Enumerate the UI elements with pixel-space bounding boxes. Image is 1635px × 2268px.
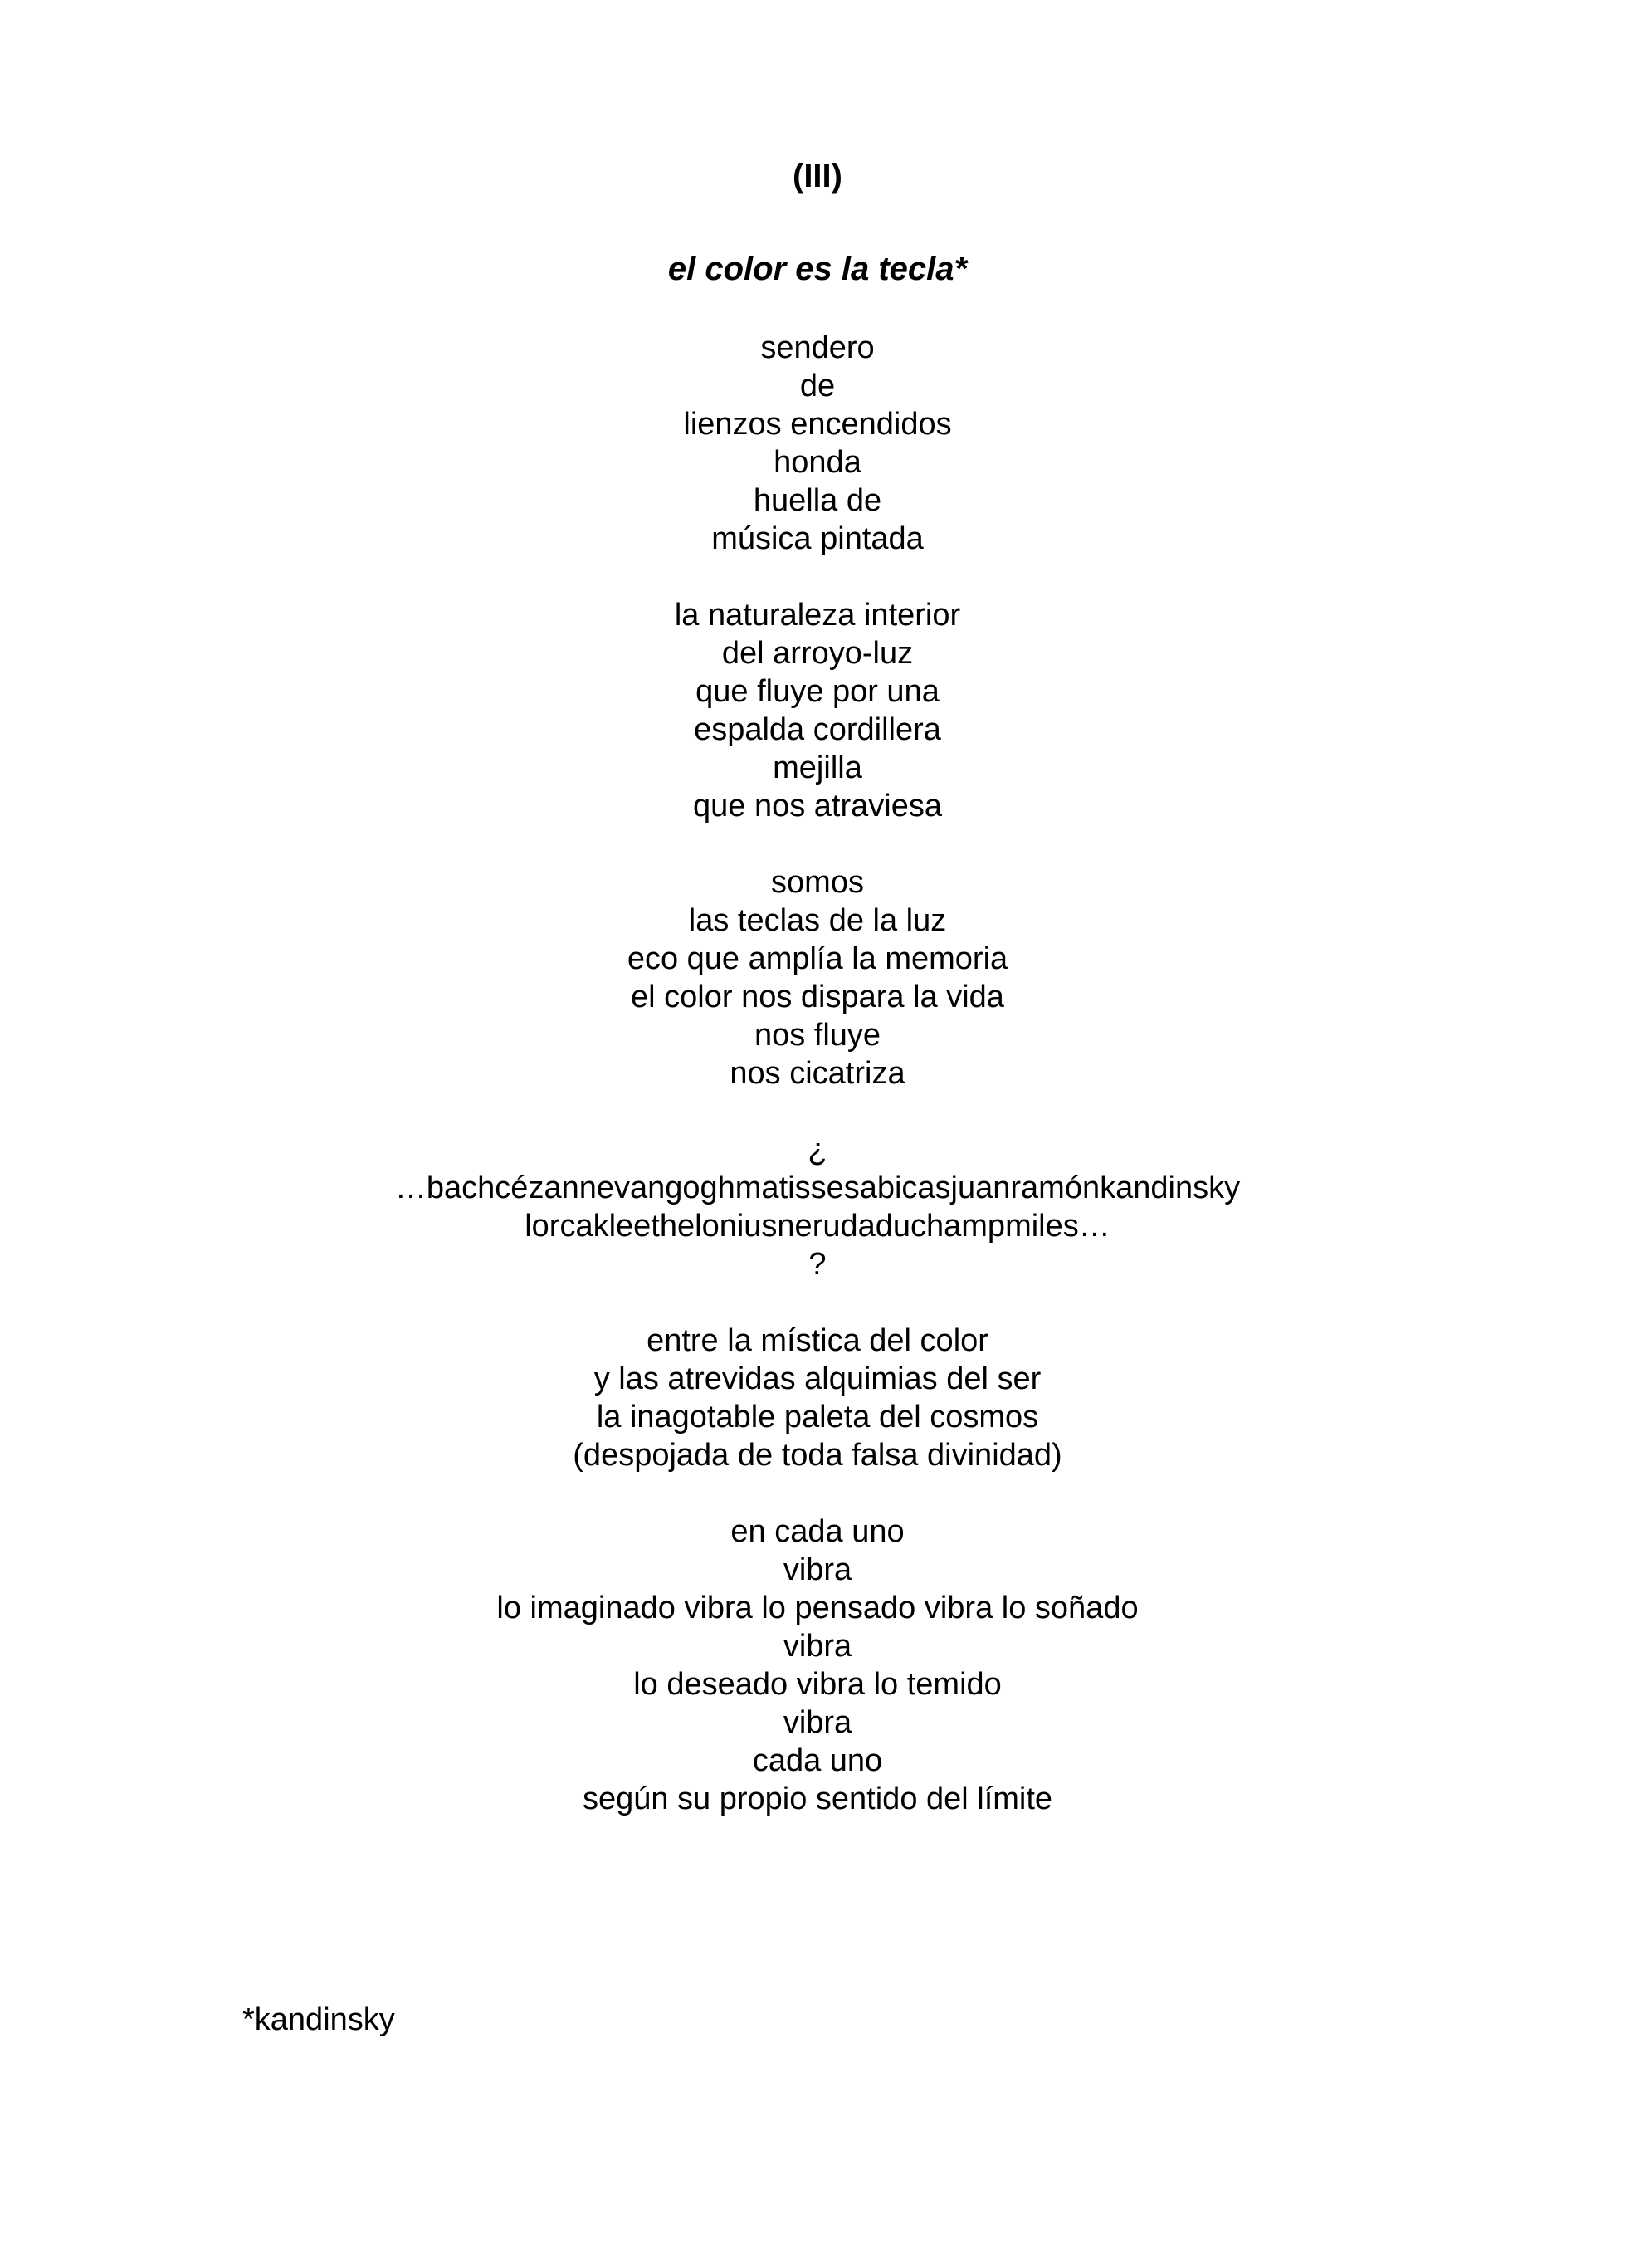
stanza-1: [0, 329, 1635, 558]
poem-line: entre la mística del color: [647, 1323, 988, 1358]
poem-line: lienzos encendidos: [683, 407, 952, 442]
poem-line: lo deseado vibra lo temido: [633, 1667, 1002, 1702]
poem-line: ?: [808, 1247, 827, 1282]
poem-line: nos cicatriza: [730, 1056, 905, 1091]
poem-line: en cada uno: [730, 1514, 905, 1549]
poem-line: que fluye por una: [695, 674, 940, 709]
poem-title: el color es la tecla*: [667, 251, 968, 287]
poem-body: [0, 329, 1635, 1856]
poem-line: vibra: [783, 1705, 852, 1740]
poem-line: lo imaginado vibra lo pensado vibra lo soñado: [496, 1591, 1139, 1625]
poem-line: (despojada de toda falsa divinidad): [573, 1438, 1062, 1473]
stanza-3: [0, 863, 1635, 1092]
poem-line: cada uno: [752, 1743, 883, 1778]
poem-line: lorcakleetheloniusnerudaduchampmiles…: [525, 1209, 1110, 1244]
poem-line: vibra: [783, 1552, 852, 1587]
poem-line: ¿: [808, 1132, 827, 1167]
poem-line: huella de: [753, 483, 882, 518]
poem-line: la inagotable paleta del cosmos: [596, 1400, 1039, 1435]
stanza-2: [0, 596, 1635, 825]
poem-line: honda: [774, 445, 861, 480]
poem-line: del arroyo-luz: [721, 636, 914, 671]
poem-line: y las atrevidas alquimias del ser: [593, 1361, 1042, 1396]
section-numeral: (III): [793, 158, 842, 194]
footnote: *kandinsky: [242, 2002, 395, 2037]
stanza-5: [0, 1322, 1635, 1474]
poem-line: según su propio sentido del límite: [582, 1782, 1053, 1816]
poem-line: la naturaleza interior: [674, 598, 961, 633]
poem-line: espalda cordillera: [694, 712, 941, 747]
poem-line: nos fluye: [754, 1018, 881, 1053]
stanza-4: [0, 1131, 1635, 1283]
poem-line: que nos atraviesa: [693, 789, 942, 824]
poem-line: música pintada: [711, 521, 924, 556]
poem-line: eco que amplía la memoria: [627, 941, 1008, 976]
poem-line: …bachcézannevangoghmatissesabicasjuanramónkandinsky: [394, 1171, 1241, 1205]
poem-line: somos: [771, 865, 864, 900]
poem-line: de: [799, 369, 836, 403]
stanza-6: [0, 1513, 1635, 1818]
poem-line: las teclas de la luz: [688, 903, 947, 938]
poem-line: sendero: [760, 330, 875, 365]
poem-line: vibra: [783, 1629, 852, 1664]
poem-line: mejilla: [773, 750, 862, 785]
poem-line: el color nos dispara la vida: [631, 980, 1004, 1014]
